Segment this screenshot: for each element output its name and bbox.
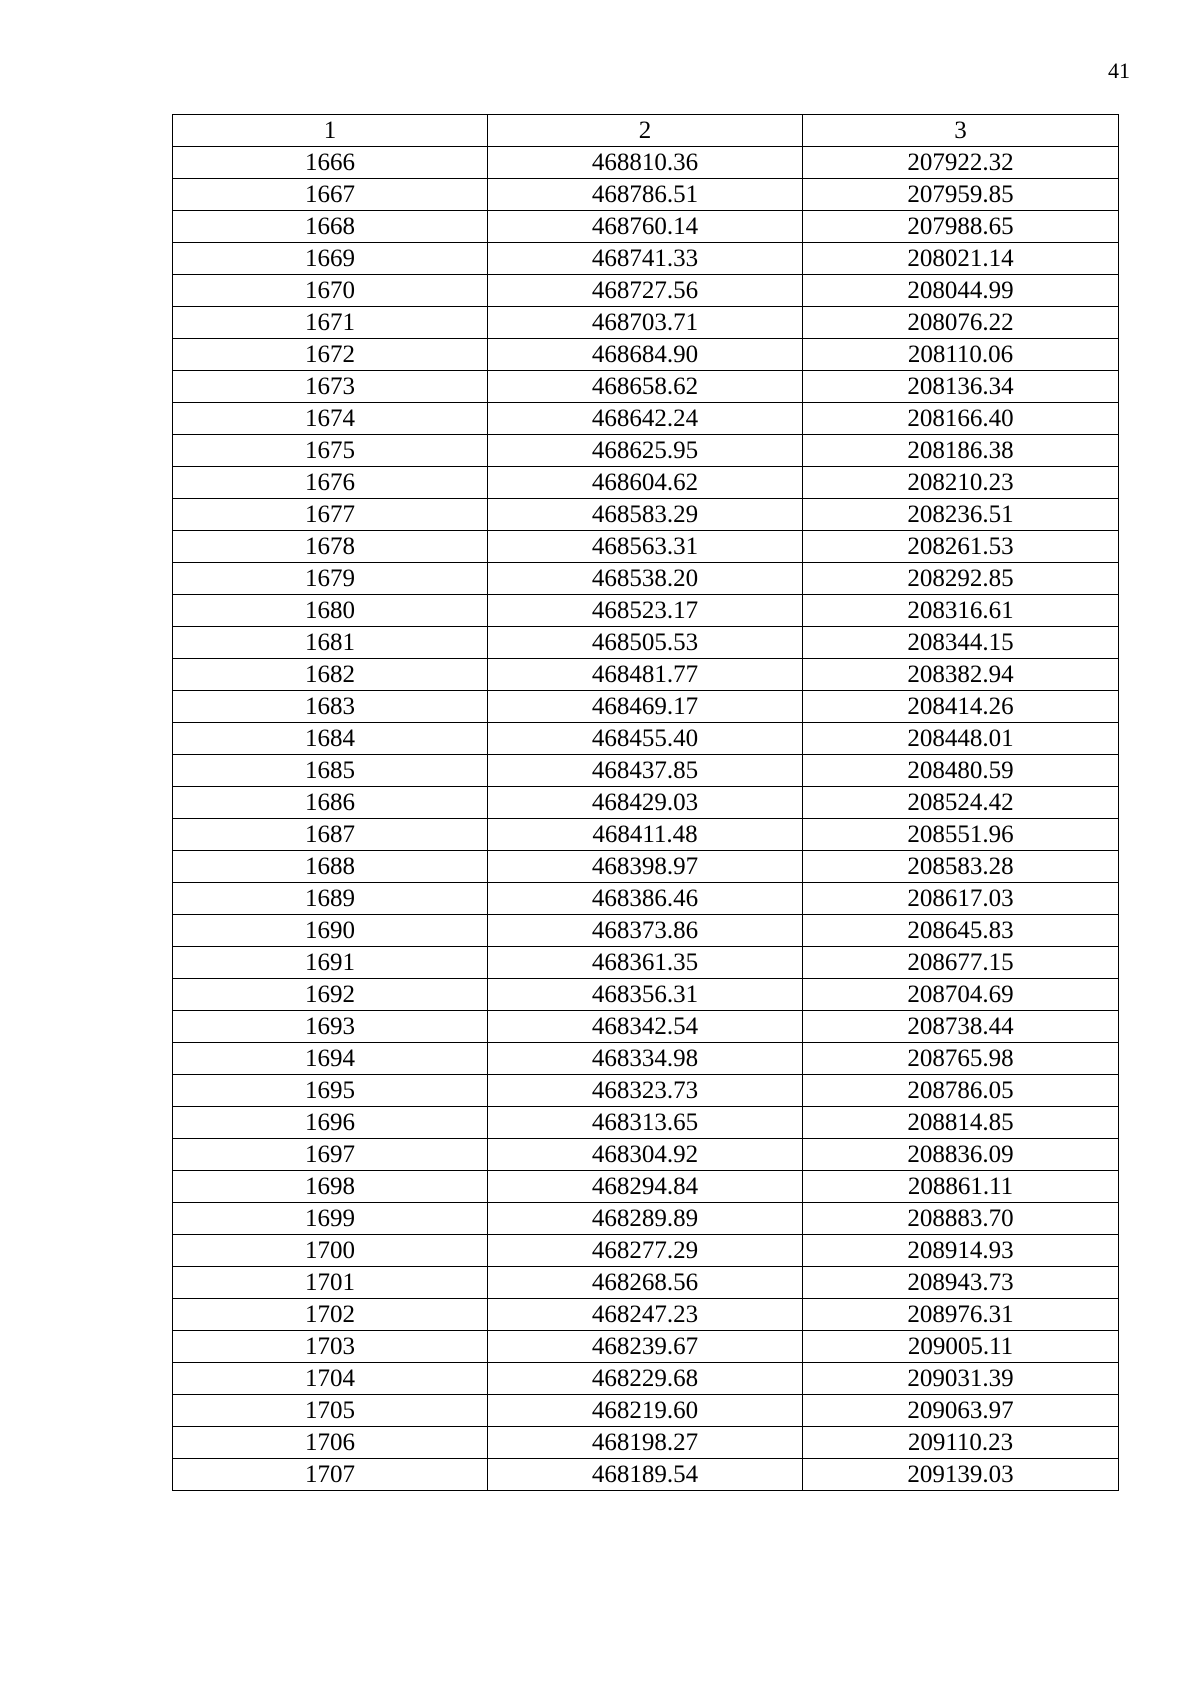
table-row [173,627,1119,659]
x-coordinate-cell: 468294.84 [488,1171,803,1203]
table-row [173,1139,1119,1171]
x-coordinate-cell: 468437.85 [488,755,803,787]
x-coordinate-cell: 468277.29 [488,1235,803,1267]
x-coordinate-cell: 468760.14 [488,211,803,243]
point-number-cell: 1667 [173,179,488,211]
y-coordinate-cell: 208316.61 [803,595,1119,627]
y-coordinate-cell: 208583.28 [803,851,1119,883]
y-coordinate-cell: 208914.93 [803,1235,1119,1267]
y-coordinate-cell: 208166.40 [803,403,1119,435]
point-number-cell: 1681 [173,627,488,659]
point-number-cell: 1677 [173,499,488,531]
y-coordinate-cell: 209005.11 [803,1331,1119,1363]
y-coordinate-cell: 208110.06 [803,339,1119,371]
point-number-cell: 1674 [173,403,488,435]
x-coordinate-cell: 468386.46 [488,883,803,915]
y-coordinate-cell: 208261.53 [803,531,1119,563]
y-coordinate-cell: 208765.98 [803,1043,1119,1075]
y-coordinate-cell: 209063.97 [803,1395,1119,1427]
y-coordinate-cell: 208344.15 [803,627,1119,659]
y-coordinate-cell: 208414.26 [803,691,1119,723]
table-row [173,179,1119,211]
table-row [173,1299,1119,1331]
point-number-cell: 1689 [173,883,488,915]
x-coordinate-cell: 468289.89 [488,1203,803,1235]
y-coordinate-cell: 207922.32 [803,147,1119,179]
y-coordinate-cell: 208861.11 [803,1171,1119,1203]
table-row [173,275,1119,307]
table-row [173,307,1119,339]
x-coordinate-cell: 468625.95 [488,435,803,467]
point-number-cell: 1702 [173,1299,488,1331]
y-coordinate-cell: 207959.85 [803,179,1119,211]
y-coordinate-cell: 208976.31 [803,1299,1119,1331]
point-number-cell: 1684 [173,723,488,755]
x-coordinate-cell: 468268.56 [488,1267,803,1299]
x-coordinate-cell: 468219.60 [488,1395,803,1427]
table-row [173,819,1119,851]
point-number-cell: 1679 [173,563,488,595]
point-number-cell: 1676 [173,467,488,499]
point-number-cell: 1666 [173,147,488,179]
x-coordinate-cell: 468313.65 [488,1107,803,1139]
point-number-cell: 1678 [173,531,488,563]
point-number-cell: 1704 [173,1363,488,1395]
x-coordinate-cell: 468727.56 [488,275,803,307]
table-row [173,691,1119,723]
point-number-cell: 1703 [173,1331,488,1363]
point-number-cell: 1692 [173,979,488,1011]
table-row [173,1075,1119,1107]
y-coordinate-cell: 208044.99 [803,275,1119,307]
x-coordinate-cell: 468411.48 [488,819,803,851]
table-body [173,147,1119,1491]
column-header-1: 1 [173,115,488,147]
point-number-cell: 1673 [173,371,488,403]
page-number: 41 [1108,58,1130,83]
x-coordinate-cell: 468583.29 [488,499,803,531]
x-coordinate-cell: 468229.68 [488,1363,803,1395]
point-number-cell: 1670 [173,275,488,307]
table-row [173,851,1119,883]
x-coordinate-cell: 468398.97 [488,851,803,883]
point-number-cell: 1680 [173,595,488,627]
x-coordinate-cell: 468373.86 [488,915,803,947]
table-row [173,339,1119,371]
x-coordinate-cell: 468538.20 [488,563,803,595]
point-number-cell: 1690 [173,915,488,947]
point-number-cell: 1695 [173,1075,488,1107]
column-header-2: 2 [488,115,803,147]
table-row [173,979,1119,1011]
x-coordinate-cell: 468429.03 [488,787,803,819]
y-coordinate-cell: 208076.22 [803,307,1119,339]
y-coordinate-cell: 208136.34 [803,371,1119,403]
x-coordinate-cell: 468304.92 [488,1139,803,1171]
x-coordinate-cell: 468356.31 [488,979,803,1011]
table-row [173,563,1119,595]
point-number-cell: 1706 [173,1427,488,1459]
point-number-cell: 1685 [173,755,488,787]
table-row [173,1203,1119,1235]
y-coordinate-cell: 208814.85 [803,1107,1119,1139]
point-number-cell: 1672 [173,339,488,371]
table-row [173,1459,1119,1491]
x-coordinate-cell: 468323.73 [488,1075,803,1107]
x-coordinate-cell: 468239.67 [488,1331,803,1363]
x-coordinate-cell: 468361.35 [488,947,803,979]
x-coordinate-cell: 468703.71 [488,307,803,339]
point-number-cell: 1699 [173,1203,488,1235]
table-row [173,659,1119,691]
point-number-cell: 1687 [173,819,488,851]
y-coordinate-cell: 209031.39 [803,1363,1119,1395]
point-number-cell: 1675 [173,435,488,467]
table-row [173,947,1119,979]
table-row [173,531,1119,563]
point-number-cell: 1683 [173,691,488,723]
table-row [173,1395,1119,1427]
x-coordinate-cell: 468455.40 [488,723,803,755]
y-coordinate-cell: 208448.01 [803,723,1119,755]
table-row [173,1011,1119,1043]
y-coordinate-cell: 208186.38 [803,435,1119,467]
point-number-cell: 1700 [173,1235,488,1267]
table-row [173,371,1119,403]
x-coordinate-cell: 468786.51 [488,179,803,211]
y-coordinate-cell: 208524.42 [803,787,1119,819]
x-coordinate-cell: 468189.54 [488,1459,803,1491]
y-coordinate-cell: 208677.15 [803,947,1119,979]
point-number-cell: 1701 [173,1267,488,1299]
header-row [173,115,1119,147]
x-coordinate-cell: 468247.23 [488,1299,803,1331]
table-row [173,1107,1119,1139]
table-row [173,787,1119,819]
table-row [173,499,1119,531]
table-row [173,915,1119,947]
point-number-cell: 1671 [173,307,488,339]
point-number-cell: 1697 [173,1139,488,1171]
table-row [173,211,1119,243]
x-coordinate-cell: 468684.90 [488,339,803,371]
y-coordinate-cell: 208021.14 [803,243,1119,275]
point-number-cell: 1693 [173,1011,488,1043]
y-coordinate-cell: 208292.85 [803,563,1119,595]
point-number-cell: 1694 [173,1043,488,1075]
x-coordinate-cell: 468334.98 [488,1043,803,1075]
table-row [173,1171,1119,1203]
y-coordinate-cell: 207988.65 [803,211,1119,243]
y-coordinate-cell: 208480.59 [803,755,1119,787]
table-row [173,467,1119,499]
table-row [173,1363,1119,1395]
table-header [173,115,1119,147]
table-row [173,243,1119,275]
point-number-cell: 1686 [173,787,488,819]
y-coordinate-cell: 208210.23 [803,467,1119,499]
coordinates-table [172,114,1119,1491]
y-coordinate-cell: 208704.69 [803,979,1119,1011]
x-coordinate-cell: 468481.77 [488,659,803,691]
y-coordinate-cell: 208943.73 [803,1267,1119,1299]
table-row [173,1267,1119,1299]
table-row [173,755,1119,787]
y-coordinate-cell: 209110.23 [803,1427,1119,1459]
y-coordinate-cell: 208551.96 [803,819,1119,851]
point-number-cell: 1682 [173,659,488,691]
y-coordinate-cell: 208382.94 [803,659,1119,691]
x-coordinate-cell: 468658.62 [488,371,803,403]
x-coordinate-cell: 468810.36 [488,147,803,179]
x-coordinate-cell: 468342.54 [488,1011,803,1043]
point-number-cell: 1669 [173,243,488,275]
x-coordinate-cell: 468505.53 [488,627,803,659]
x-coordinate-cell: 468642.24 [488,403,803,435]
point-number-cell: 1668 [173,211,488,243]
x-coordinate-cell: 468469.17 [488,691,803,723]
table-row [173,1331,1119,1363]
point-number-cell: 1691 [173,947,488,979]
y-coordinate-cell: 209139.03 [803,1459,1119,1491]
table-row [173,1043,1119,1075]
x-coordinate-cell: 468604.62 [488,467,803,499]
table-row [173,723,1119,755]
y-coordinate-cell: 208786.05 [803,1075,1119,1107]
table-row [173,1427,1119,1459]
table-row [173,595,1119,627]
y-coordinate-cell: 208738.44 [803,1011,1119,1043]
point-number-cell: 1696 [173,1107,488,1139]
point-number-cell: 1688 [173,851,488,883]
table-row [173,435,1119,467]
table-row [173,403,1119,435]
y-coordinate-cell: 208883.70 [803,1203,1119,1235]
column-header-3: 3 [803,115,1119,147]
point-number-cell: 1705 [173,1395,488,1427]
x-coordinate-cell: 468198.27 [488,1427,803,1459]
point-number-cell: 1707 [173,1459,488,1491]
y-coordinate-cell: 208617.03 [803,883,1119,915]
y-coordinate-cell: 208236.51 [803,499,1119,531]
table-row [173,883,1119,915]
x-coordinate-cell: 468523.17 [488,595,803,627]
y-coordinate-cell: 208645.83 [803,915,1119,947]
table-row [173,147,1119,179]
y-coordinate-cell: 208836.09 [803,1139,1119,1171]
point-number-cell: 1698 [173,1171,488,1203]
x-coordinate-cell: 468741.33 [488,243,803,275]
table-row [173,1235,1119,1267]
x-coordinate-cell: 468563.31 [488,531,803,563]
